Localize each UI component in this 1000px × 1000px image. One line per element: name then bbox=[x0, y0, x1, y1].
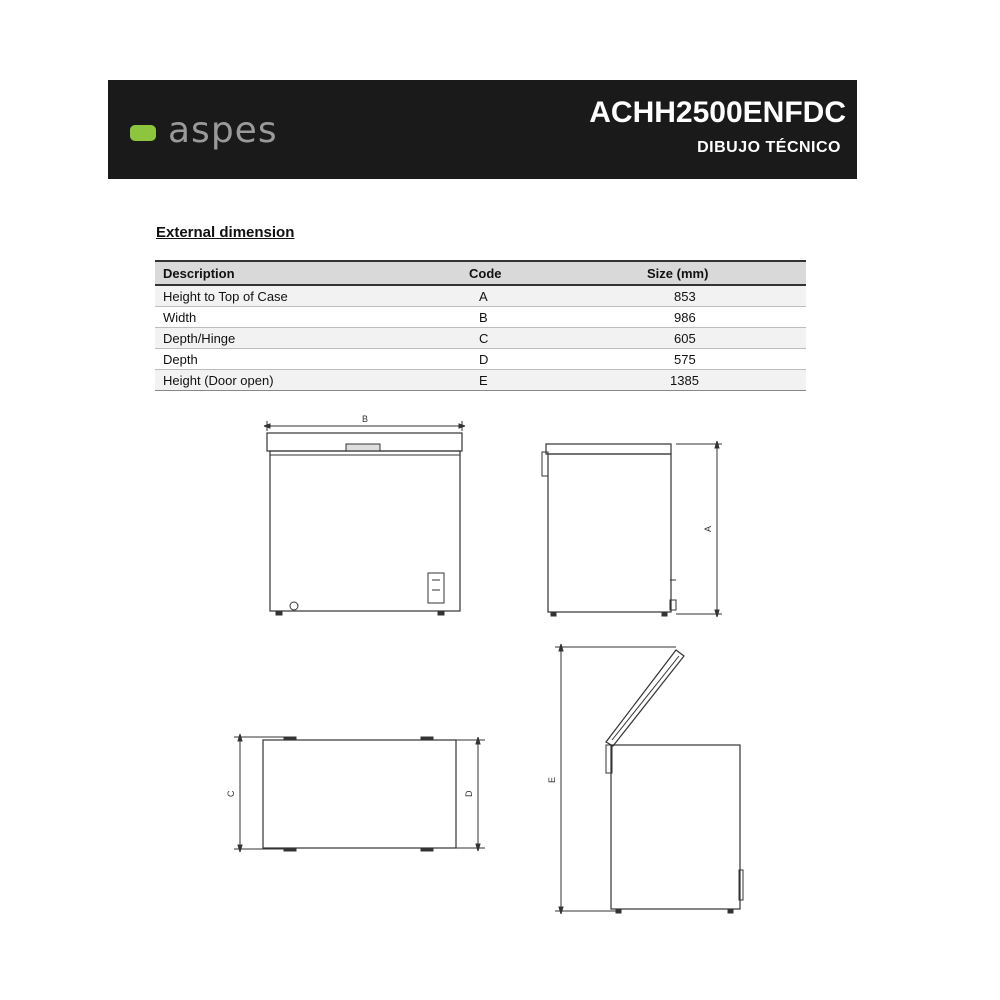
front-view bbox=[264, 421, 465, 615]
row-code: A bbox=[461, 285, 617, 307]
row-code: E bbox=[461, 370, 617, 391]
dim-label-width: B bbox=[362, 414, 369, 424]
side-view bbox=[542, 441, 722, 617]
dim-label-depth: D bbox=[464, 790, 474, 797]
top-view bbox=[234, 734, 485, 852]
row-description: Depth bbox=[155, 349, 461, 370]
dim-label-height-open: E bbox=[547, 776, 557, 783]
row-size: 853 bbox=[617, 285, 806, 307]
row-description: Height (Door open) bbox=[155, 370, 461, 391]
header-description: Description bbox=[155, 261, 461, 285]
row-code: D bbox=[461, 349, 617, 370]
row-size: 986 bbox=[617, 307, 806, 328]
document-subtitle: DIBUJO TÉCNICO bbox=[697, 139, 841, 156]
open-door-view bbox=[555, 644, 743, 914]
header-size: Size (mm) bbox=[617, 261, 806, 285]
model-number: ACHH2500ENFDC bbox=[589, 96, 846, 129]
row-size: 575 bbox=[617, 349, 806, 370]
header-code: Code bbox=[461, 261, 617, 285]
section-title: External dimension bbox=[156, 224, 295, 241]
brand-name: aspes bbox=[168, 110, 278, 151]
row-description: Width bbox=[155, 307, 461, 328]
row-size: 1385 bbox=[617, 370, 806, 391]
dim-label-height: A bbox=[703, 525, 713, 532]
row-description: Depth/Hinge bbox=[155, 328, 461, 349]
row-description: Height to Top of Case bbox=[155, 285, 461, 307]
row-code: C bbox=[461, 328, 617, 349]
dim-label-depth-hinge: C bbox=[226, 790, 236, 797]
row-code: B bbox=[461, 307, 617, 328]
row-size: 605 bbox=[617, 328, 806, 349]
